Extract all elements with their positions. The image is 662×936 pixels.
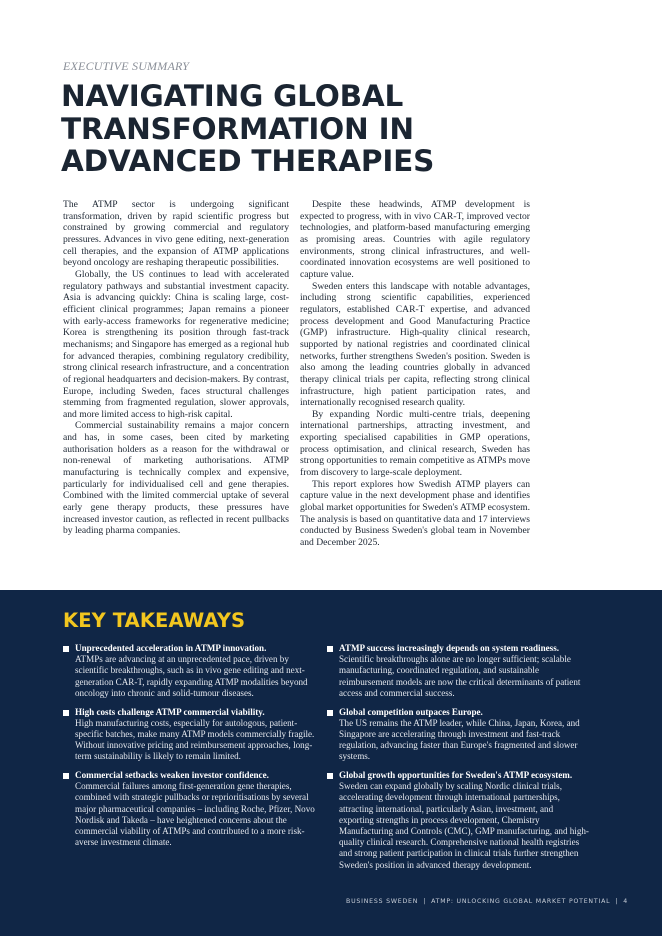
takeaway-text: ATMPs are advancing at an unprecedented pace, driven by scientific breakthroughs, such as in vivo gene editing and next-generation CAR-T, rapidly expanding ATMP modalities beyond oncology into chronic and solid-tumour diseases. [75, 654, 308, 698]
takeaway-item [63, 707, 316, 763]
square-bullet-icon [63, 710, 69, 716]
takeaway-text: High manufacturing costs, especially for autologous, patient-specific batches, make many ATMP models commercially fragile. Without innovative pricing and reimbursement approaches, long-term sustainability is likely to remain limited. [75, 717, 315, 762]
takeaways-list-right [327, 643, 589, 878]
body-paragraph: The ATMP sector is undergoing significant transformation, driven by rapid scientific progress but constrained by growing commercial and regulatory pressures. Advances in vivo gene editing, next-generation cell therapies, and the expansion of ATMP applications beyond oncology are reshaping therapeutic possibilities. [63, 199, 289, 269]
section-kicker: EXECUTIVE SUMMARY [63, 59, 190, 73]
body-paragraph: Globally, the US continues to lead with accelerated regulatory pathways and substantial investment capacity. Asia is advancing quickly: China is scaling large, cost-efficient clinical programmes; Japan remains a pioneer with early-access frameworks for regenerative medicine; Korea is strengthening its position through fast-track mechanisms; and Singapore has emerged as a regional hub for advanced therapies, combining regulatory credibility, strong clinical research infrastructure, and a concentration of regional headquarters and decision-makers. By contrast, Europe, including Sweden, faces structural challenges stemming from fragmented regulation, slower approvals, and more limited access to high-risk capital. [63, 268, 289, 420]
footer-report-title: ATMP: UNLOCKING GLOBAL MARKET POTENTIAL [431, 898, 611, 905]
takeaway-heading: High costs challenge ATMP commercial viability. [75, 706, 265, 717]
title-line: TRANSFORMATION IN [61, 111, 414, 146]
takeaway-item [63, 770, 316, 848]
takeaway-text: Scientific breakthroughs alone are no longer sufficient; scalable manufacturing, coordinated regulation, and sustainable reimbursement models are now the critical determinants of patient access and commercial success. [339, 654, 581, 698]
body-column-left [63, 199, 289, 537]
body-paragraph: By expanding Nordic multi-centre trials, deepening international partnerships, attracting investment, and exporting specialised capabilities in GMP operations, process optimisation, and clinical research, Sweden has strong opportunities to remain competitive as ATMPs move from discovery to large-scale deployment. [300, 408, 530, 479]
page-number: 4 [623, 898, 628, 905]
page-title [61, 80, 621, 178]
square-bullet-icon [327, 773, 333, 779]
takeaway-heading: Global growth opportunities for Sweden's ATMP ecosystem. [339, 770, 573, 781]
takeaway-item [327, 707, 589, 763]
body-paragraph: This report explores how Swedish ATMP players can capture value in the next development phase and identifies global market opportunities for Sweden's ATMP ecosystem. The analysis is based on quantitative data and 17 interviews conducted by Business Sweden's global team in November and December 2025. [300, 478, 530, 549]
footer-separator: | [423, 898, 427, 905]
square-bullet-icon [63, 646, 69, 652]
takeaway-text: Sweden can expand globally by scaling Nordic clinical trials, accelerating development through international partnerships, attracting international, particularly Asian, investment, and exporting strengths in process development, Chemistry Manufacturing and Controls (CMC), GMP manufacturing, and high-quality clinical research. Comprehensive national health registries and strong patient participation in clinical trials further strengthen Sweden's position in advanced therapy development. [339, 781, 589, 870]
title-line: NAVIGATING GLOBAL [61, 79, 404, 113]
body-paragraph: Despite these headwinds, ATMP development is expected to progress, with in vivo CAR-T, improved vector technologies, and platform-based manufacturing emerging as promising areas. Countries with agile regulatory environments, strong clinical infrastructures, and well-coordinated innovation ecosystems are well positioned to capture value. [300, 199, 530, 280]
title-line: ADVANCED THERAPIES [61, 144, 435, 178]
takeaway-heading: Unprecedented acceleration in ATMP innovation. [75, 643, 267, 653]
takeaway-heading: Global competition outpaces Europe. [339, 706, 483, 717]
takeaways-list-left [63, 643, 316, 856]
square-bullet-icon [327, 710, 333, 716]
footer-separator: | [615, 898, 619, 905]
takeaway-item [63, 643, 316, 699]
takeaway-item [327, 770, 589, 871]
body-column-right [300, 199, 530, 549]
takeaway-text: The US remains the ATMP leader, while China, Japan, Korea, and Singapore are accelerating through investment and fast-track regulation, advancing faster than Europe's fragmented and slower systems. [339, 717, 580, 762]
takeaway-item [327, 643, 589, 699]
key-takeaways-title: KEY TAKEAWAYS [63, 609, 246, 632]
square-bullet-icon [63, 773, 69, 779]
takeaway-heading: ATMP success increasingly depends on system readiness. [339, 643, 560, 653]
body-paragraph: Sweden enters this landscape with notable advantages, including strong scientific capabilities, experienced regulators, established CAR-T expertise, and advanced process development and Good Manufacturing Practice (GMP) infrastructure. High-quality clinical research, supported by national registries and coordinated clinical networks, further strengthens Sweden's position. Sweden is also among the leading countries globally in advanced therapy clinical trials per capita, reflecting strong clinical infrastructure, high patient participation rates, and internationally recognised research quality. [300, 280, 530, 409]
takeaway-heading: Commercial setbacks weaken investor confidence. [75, 770, 269, 781]
page-footer [346, 898, 628, 905]
square-bullet-icon [327, 646, 333, 652]
footer-org: BUSINESS SWEDEN [346, 898, 419, 905]
takeaway-text: Commercial failures among first-generation gene therapies, combined with strategic pullbacks or reprioritisations by several major pharmaceutical companies – including Roche, Pfizer, Novo Nordisk and Takeda – have heightened concerns about the commercial viability of ATMPs and contributed to a more risk-averse investment climate. [75, 781, 315, 848]
body-paragraph: Commercial sustainability remains a major concern and has, in some cases, been cited by marketing authorisation holders as a reason for the withdrawal or non-renewal of marketing authorisations. ATMP manufacturing is technically complex and expensive, particularly for individualised cell and gene therapies. Combined with the limited commercial uptake of several early gene therapy products, these pressures have increased investor caution, as reflected in recent pullbacks by leading pharma companies. [63, 420, 289, 537]
